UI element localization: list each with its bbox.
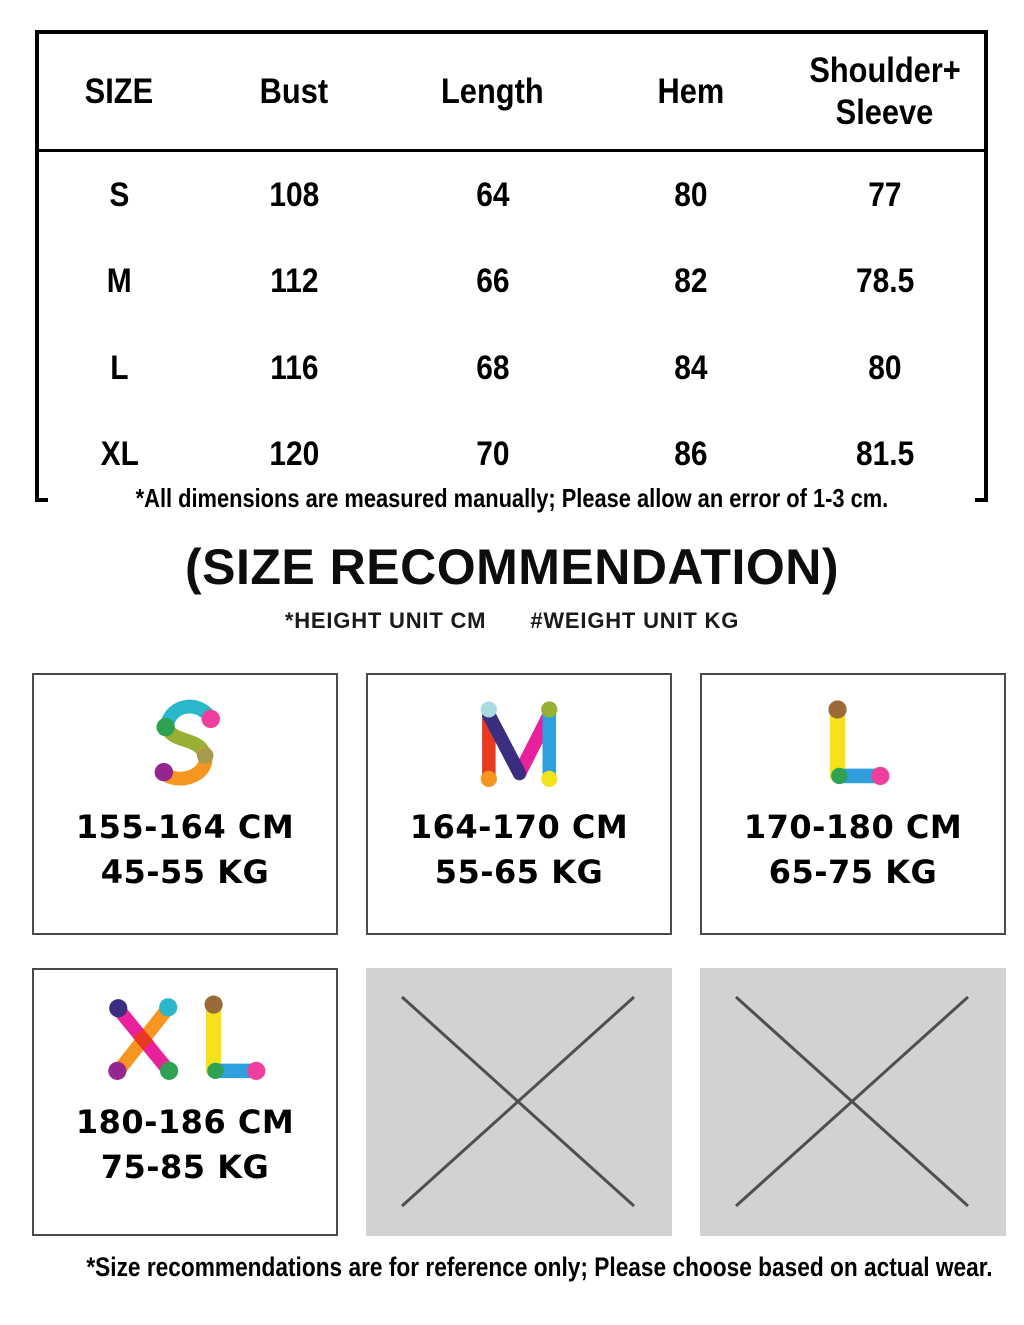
size-card-s bbox=[32, 673, 338, 935]
table-row: S 108 64 80 77 bbox=[109, 175, 902, 214]
m-dot-yellow bbox=[541, 770, 557, 786]
size-card-l-ranges bbox=[702, 805, 1004, 896]
s-dot-green bbox=[156, 717, 174, 735]
size-recommendation-title: (SIZE RECOMMENDATION) bbox=[185, 539, 839, 595]
table-row: XL 120 70 86 81.5 bbox=[100, 435, 914, 474]
table-row: L 116 68 84 80 bbox=[110, 348, 902, 387]
page-footnote: *Size recommendations are for reference only; Please choose based on actual wear. bbox=[86, 1252, 993, 1282]
size-card-m-ranges bbox=[368, 805, 670, 896]
x-dot-green bbox=[160, 1062, 178, 1080]
size-table bbox=[35, 30, 988, 514]
xl-l-dot-green bbox=[207, 1063, 223, 1079]
x-mark-icon bbox=[366, 968, 672, 1236]
xl-l-dot-brown bbox=[205, 996, 223, 1014]
s-dot-purple bbox=[155, 762, 173, 780]
height-range: 164-170 CM bbox=[409, 808, 629, 846]
size-letter-m-icon bbox=[368, 675, 670, 803]
x-center-overlap bbox=[138, 1034, 148, 1046]
unit-labels bbox=[0, 608, 1024, 634]
table-footnote: *All dimensions are measured manually; Please allow an error of 1-3 cm. bbox=[39, 483, 984, 514]
x-dot-purple bbox=[108, 1062, 126, 1080]
weight-range: 45-55 KG bbox=[100, 853, 270, 892]
s-dot-khaki bbox=[197, 747, 214, 764]
height-range: 155-164 CM bbox=[75, 808, 295, 846]
x-mark-icon bbox=[700, 968, 1006, 1236]
weight-range: 75-85 KG bbox=[100, 1148, 270, 1187]
size-letter-l-icon bbox=[702, 675, 1004, 803]
l-dot-green bbox=[831, 768, 847, 784]
empty-size-placeholder bbox=[700, 968, 1006, 1236]
header-shoulder-sleeve: Shoulder+ Sleeve bbox=[809, 51, 961, 132]
x-dot-indigo bbox=[109, 999, 127, 1017]
header-size: SIZE bbox=[85, 71, 154, 111]
size-card-xl bbox=[32, 968, 338, 1236]
height-range: 170-180 CM bbox=[743, 808, 963, 846]
xl-l-dot-pink bbox=[247, 1062, 265, 1080]
header-length: Length bbox=[441, 71, 544, 111]
l-dot-brown bbox=[828, 700, 846, 718]
x-dot-teal bbox=[159, 998, 177, 1016]
m-dot-olive bbox=[541, 701, 557, 717]
header-bust: Bust bbox=[259, 71, 329, 111]
l-dot-pink bbox=[871, 767, 889, 785]
size-card-s-ranges bbox=[34, 805, 336, 896]
weight-unit-label: #WEIGHT UNIT KG bbox=[530, 608, 740, 633]
height-unit-label: *HEIGHT UNIT CM bbox=[284, 608, 487, 633]
weight-range: 55-65 KG bbox=[434, 853, 604, 892]
m-dot-orange bbox=[480, 770, 496, 786]
size-table-body bbox=[39, 152, 984, 498]
size-letter-xl-icon bbox=[34, 970, 336, 1098]
empty-size-placeholder bbox=[366, 968, 672, 1236]
m-dot-lightblue bbox=[480, 701, 496, 717]
weight-range: 65-75 KG bbox=[768, 853, 938, 892]
size-card-l bbox=[700, 673, 1006, 935]
s-dot-pink bbox=[202, 709, 220, 727]
height-range: 180-186 CM bbox=[75, 1103, 295, 1141]
size-letter-s-icon bbox=[34, 675, 336, 803]
size-card-m bbox=[366, 673, 672, 935]
table-row: M 112 66 82 78.5 bbox=[106, 262, 914, 301]
size-table-header-row bbox=[39, 34, 984, 152]
size-card-xl-ranges bbox=[34, 1100, 336, 1191]
header-hem: Hem bbox=[657, 71, 725, 111]
